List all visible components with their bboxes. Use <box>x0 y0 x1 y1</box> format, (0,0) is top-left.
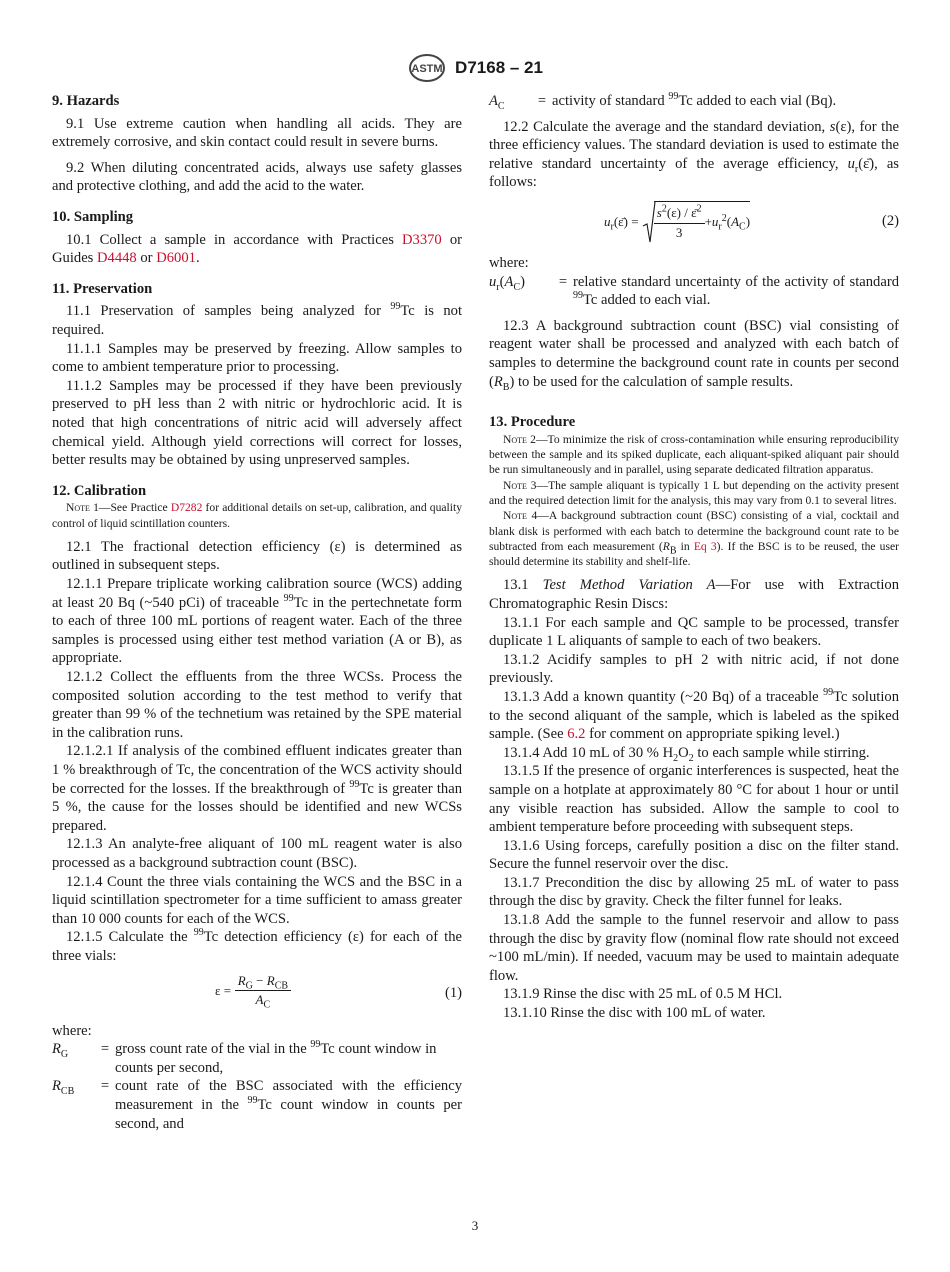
definitions-list <box>52 1040 462 1133</box>
definition-rcb: $R_{CB}$ = count rate of the BSC associated with the efficiency measurement in the $^{99}$Tc count window in counts per second, and <box>52 1078 462 1132</box>
note-2: Note 2—To minimize the risk of cross-contamination while ensuring reproducibility between the sample and its spiked duplicate, each aliquant-spiked aliquant pair should be run simultaneously and in parallel, using separate dedicated filtration apparatus. <box>489 432 899 477</box>
para-13-1-10: 13.1.10 Rinse the disc with 100 mL of water. <box>503 1005 766 1022</box>
para-13-1-1: 13.1.1 For each sample and QC sample to be processed, transfer duplicate 1 L aliquants of sample to each of two beakers. <box>489 614 899 650</box>
para-13-1-9: 13.1.9 Rinse the disc with 25 mL of 0.5 M HCl. <box>503 986 783 1003</box>
section-10-title: 10. Sampling <box>52 208 134 225</box>
definition-ac: $A_C$ = activity of standard $^{99}$Tc added to each vial (Bq). <box>489 91 837 112</box>
para-13-1-6: 13.1.6 Using forceps, carefully position a disc on the filter stand. Secure the funnel reservoir over the disc. <box>489 837 899 873</box>
para-12-3: 12.3 A background subtraction count (BSC) vial consisting of reagent water shall be processed and analyzed with each batch of samples to determine the background count rate in counts per second $(R_B)$ to be used for the calculation of sample results. <box>489 317 899 393</box>
para-9-1: 9.1 Use extreme caution when handling all acids. They are extremely corrosive, and skin contact could result in severe burns. <box>52 115 462 151</box>
equation-2-number: (2) <box>881 212 899 229</box>
astm-logo-icon <box>407 52 447 84</box>
page-header <box>0 52 950 84</box>
svg-text:ASTM: ASTM <box>411 63 443 75</box>
para-12-1-5: 12.1.5 Calculate the $^{99}$Tc detection efficiency (ε) for each of the three vials: <box>52 927 463 964</box>
para-12-1-2-1: 12.1.2.1 If analysis of the combined effluent indicates greater than 1 % breakthrough of Tc, the concentration of the WCS activity should be corrected for the losses. If the breakthrough of $^{99}$Tc is greater than 5 %, the cause for the losses should be identified and new WCSs prepared. <box>52 743 462 834</box>
section-13-title: 13. Procedure <box>489 414 576 431</box>
para-12-2: 12.2 Calculate the average and the standard deviation, s(ε), for the three efficiency values. The standard deviation is used to estimate the relative standard uncertainty of the average efficiency, $u_r(\varepsilon̄)$, as follows: <box>489 118 899 191</box>
equation-2: $u_r(\varepsilon̄)$ = $\frac{s^2(\varepsilon) / \varepsilon̄^2}{3}$ $+u_r^2(A_C)$ (2) <box>489 198 899 248</box>
note-1: Note 1—See Practice D7282 for additional details on set-up, calibration, and quality control of liquid scintillation counters. <box>52 501 462 530</box>
ref-d3370-link[interactable]: D3370 <box>402 231 442 248</box>
para-13-1-5: 13.1.5 If the presence of organic interferences is suspected, heat the sample on a hotplate at approximately 80 °C for about 1 hour or until any visible reaction has subsided. Allow the sample to cool to ambient temperature before proceeding with subsequent steps. <box>489 763 899 836</box>
equation-1-number: (1) <box>444 984 462 1001</box>
para-13-1-7: 13.1.7 Precondition the disc by allowing 25 mL of water to pass through the disc by gravity. Check the filter funnel for leaks. <box>489 874 899 910</box>
document-code: D7168 – 21 <box>455 58 543 77</box>
para-12-1-3: 12.1.3 An analyte-free aliquant of 100 mL reagent water is also processed as a background subtraction count (BSC). <box>52 836 462 871</box>
note-3: Note 3—The sample aliquant is typically 1 L but depending on the activity present and the required detection limit for the analysis, this may vary from 0.1 to several litres. <box>489 478 899 507</box>
ref-d4448-link[interactable]: D4448 <box>97 250 137 267</box>
section-11-title: 11. Preservation <box>52 280 153 297</box>
para-13-1-8: 13.1.8 Add the sample to the funnel reservoir and allow to pass through the disc by gravity flow (nominal flow rate should not exceed ~100 mL/min). If needed, vacuum may be used to maintain adequate flow. <box>489 912 899 984</box>
definition-rg: $R_G$ = gross count rate of the vial in the $^{99}$Tc count window in counts per second, <box>52 1039 437 1076</box>
para-11-1: 11.1 Preservation of samples being analyzed for $^{99}$Tc is not required. <box>52 301 462 338</box>
para-13-1-2: 13.1.2 Acidify samples to pH 2 with nitric acid, if not done previously. <box>489 651 899 687</box>
para-12-1-2: 12.1.2 Collect the effluents from the three WCSs. Process the composited solution according to the test method to verify that greater than 99 % of the technetium was retained by the SPE material in the calibration runs. <box>52 669 462 741</box>
para-13-1: 13.1 Test Method Variation A—For use with Extraction Chromatographic Resin Discs: <box>489 577 900 612</box>
para-12-1-4: 12.1.4 Count the three vials containing the WCS and the BSC in a liquid scintillation spectrometer for a time sufficient to amass greater than 10 000 counts for each of the WCS. <box>52 873 462 927</box>
where-label: where: <box>52 1022 92 1039</box>
section-9-title: 9. Hazards <box>52 93 120 109</box>
definition-ur: $u_r(A_C)$ = relative standard uncertainty of the activity of standard $^{99}$Tc added to each vial. <box>489 273 899 309</box>
para-11-1-1: 11.1.1 Samples may be preserved by freezing. Allow samples to come to ambient temperature prior to processing. <box>52 340 462 376</box>
page-number: 3 <box>471 1218 479 1233</box>
ref-d6001-link[interactable]: D6001 <box>156 250 196 267</box>
ref-eq3-link[interactable]: Eq 3 <box>693 539 717 553</box>
para-13-1-4: 13.1.4 Add 10 mL of 30 % $H_2O_2$ to each sample while stirring. <box>503 744 870 764</box>
equation-1: ε = $\frac{R_G - R_{CB}}{A_C}$ (1) <box>215 972 462 1011</box>
para-9-2: 9.2 When diluting concentrated acids, always use safety glasses and protective clothing, and add the acid to the water. <box>52 159 462 195</box>
ref-d7282-link[interactable]: D7282 <box>170 501 203 515</box>
section-12-title: 12. Calibration <box>52 482 147 499</box>
para-11-1-2: 11.1.2 Samples may be processed if they have been previously preserved to pH less than 2 with nitric or hydrochloric acid. It is noted that high concentrations of nitric acid will adversely affect chemical yield. Although yield corrections will correct for losses, better results may be obtained by using unpreserved samples. <box>52 377 462 469</box>
para-12-1-1: 12.1.1 Prepare triplicate working calibration source (WCS) adding at least 20 Bq (~540 pCi) of traceable $^{99}$Tc in the pertechnetate form to each of three 100 mL portions of reagent water. Each of the three samples is processed using either test method variation (A or B), as appropriate. <box>52 576 462 667</box>
left-column <box>52 92 462 1133</box>
para-13-1-3: 13.1.3 Add a known quantity (~20 Bq) of a traceable $^{99}$Tc solution to the second aliquant of the sample, which is labeled as the spiked sample. (See 6.2 for comment on appropriate spiking level.) <box>489 687 899 743</box>
para-12-1: 12.1 The fractional detection efficiency (ε) is determined as outlined in subsequent steps. <box>52 538 462 574</box>
where-label-2: where: <box>489 254 529 271</box>
note-4: Note 4—A background subtraction count (BSC) consisting of a vial, cocktail and blank disk is performed with each batch to determine the background count rate to be subtracted from each measurement ($R_B$ in Eq 3). If the BSC is to be reused, the user should determine its stability and shelf-life. <box>489 509 899 569</box>
para-10-1: 10.1 Collect a sample in accordance with Practices D3370 or Guides D4448 or D6001. <box>52 231 463 267</box>
ref-6-2-link[interactable]: 6.2 <box>567 726 586 743</box>
right-column <box>489 92 899 1023</box>
